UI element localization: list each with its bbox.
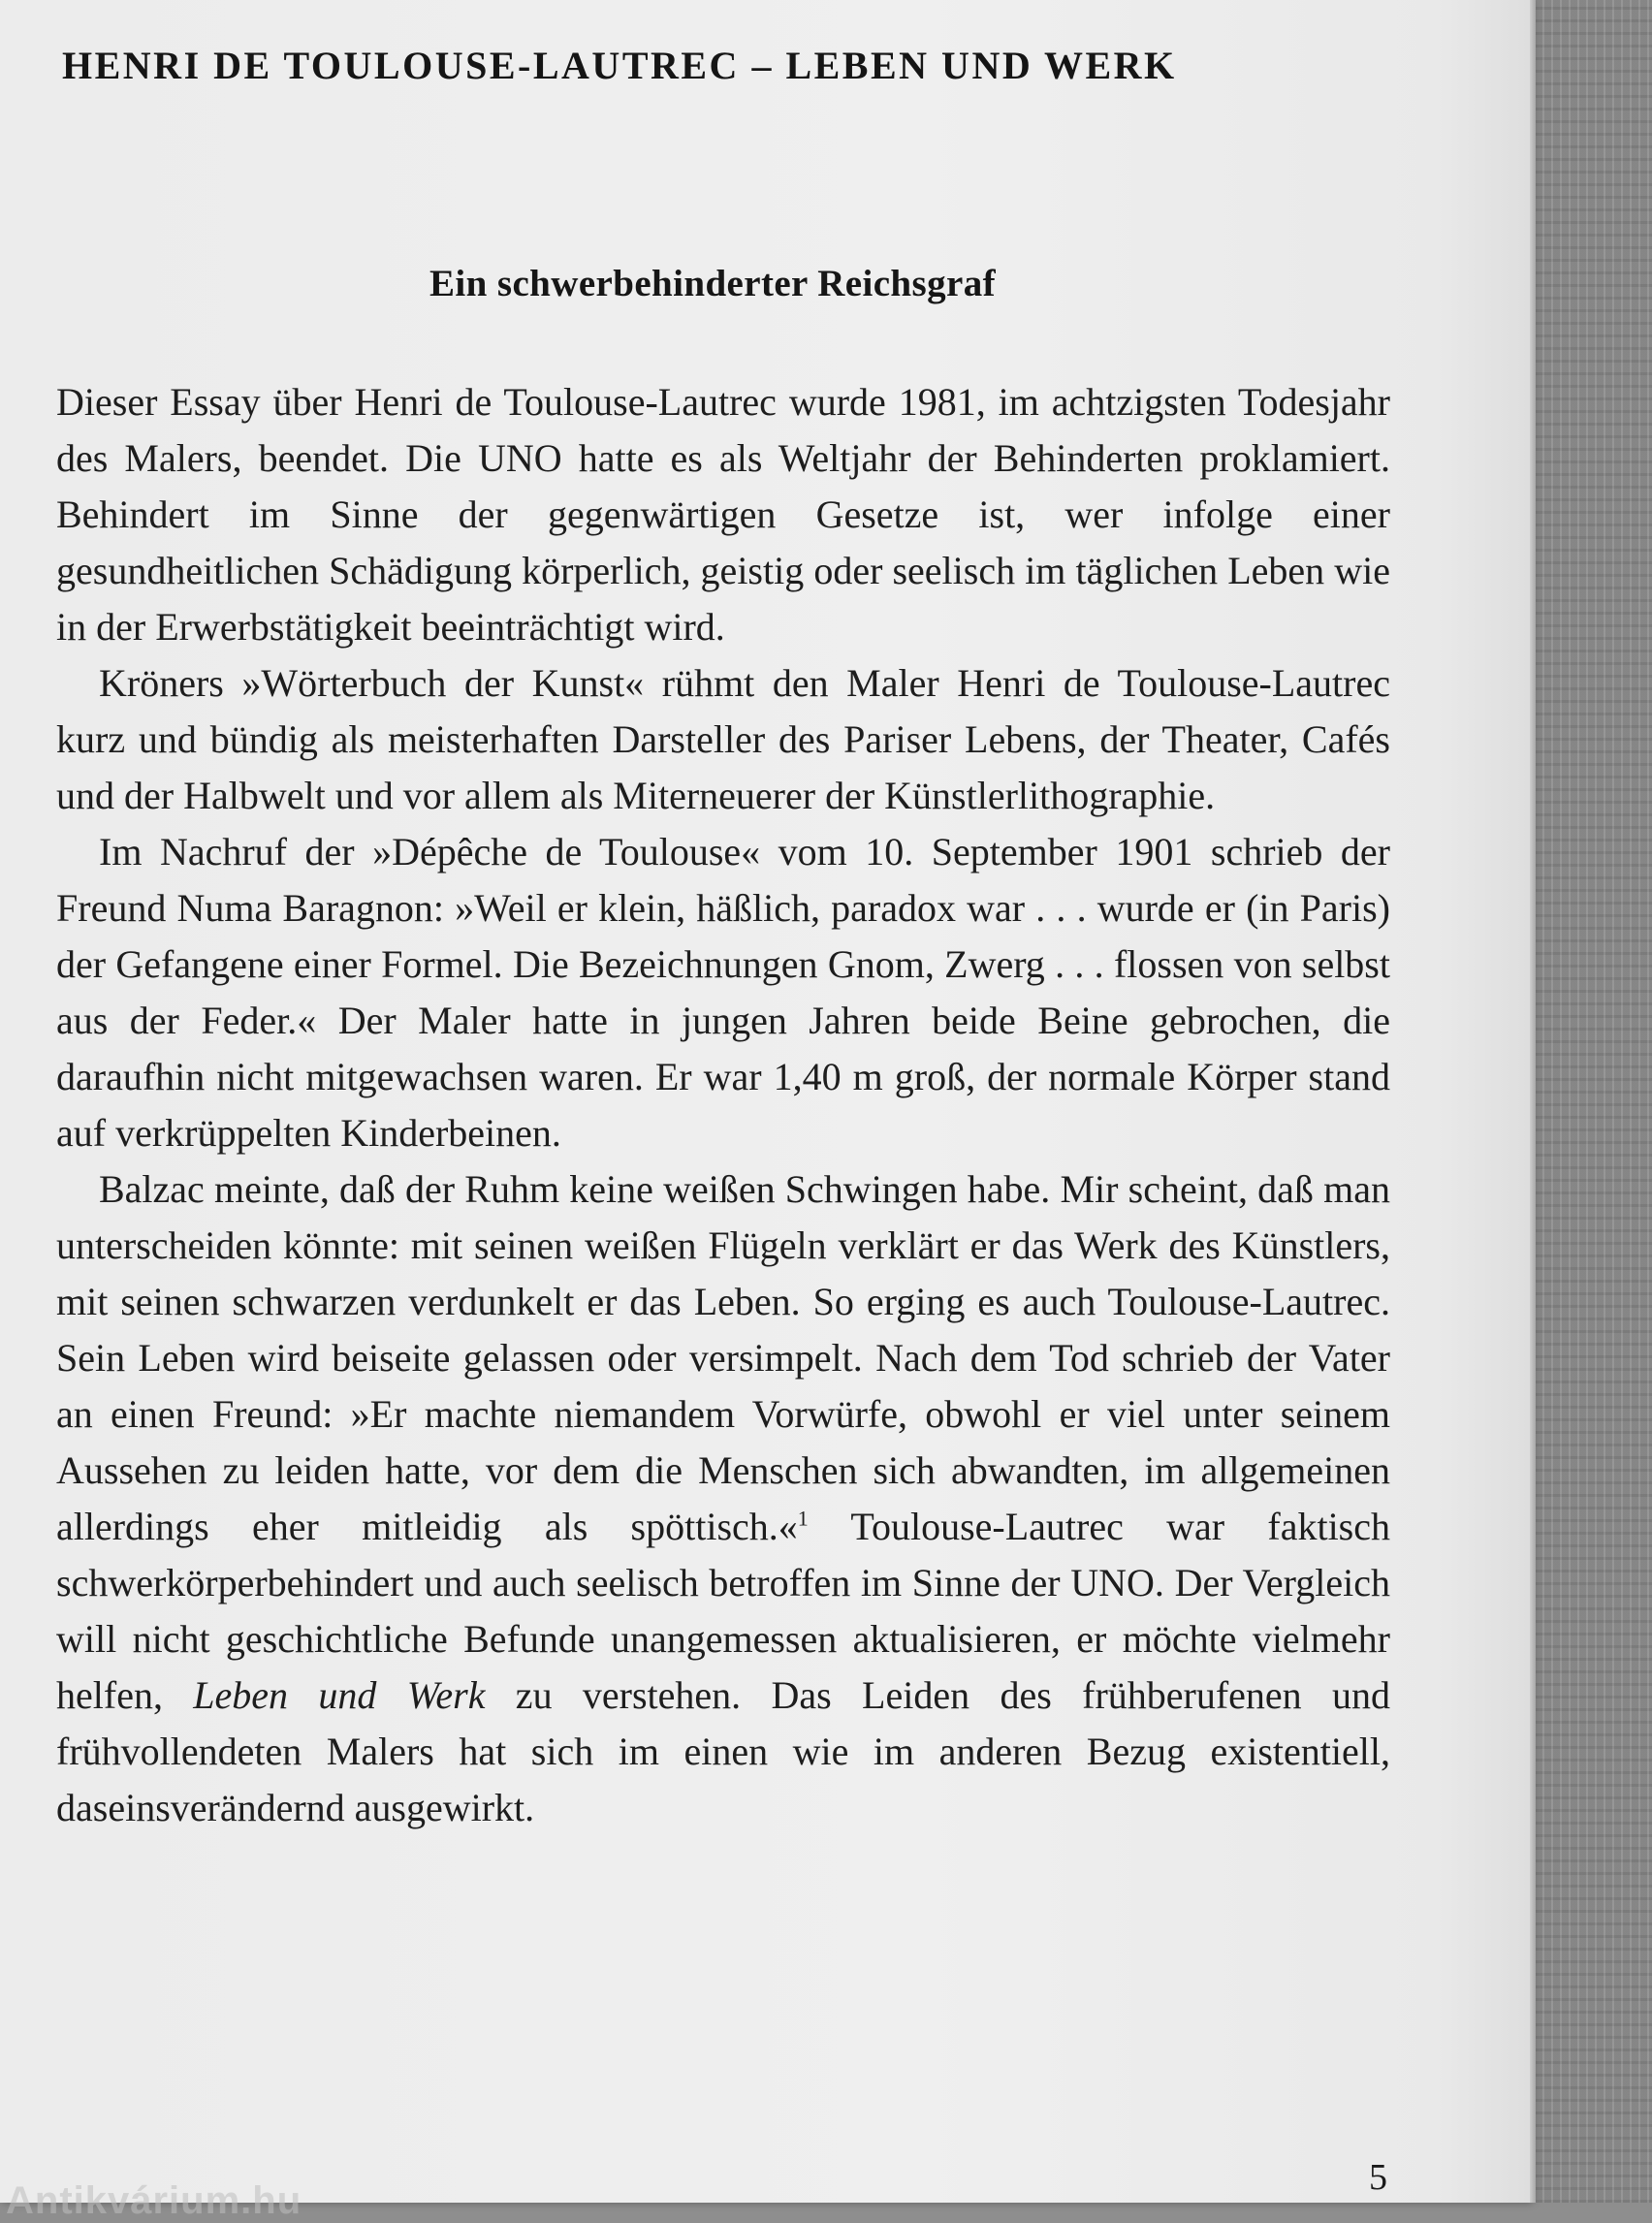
background-surface — [1516, 0, 1652, 2203]
italic-phrase: Leben und Werk — [193, 1673, 486, 1717]
paragraph-1: Dieser Essay über Henri de Toulouse-Lautrec wurde 1981, im achtzigsten Todesjahr des Malers, beendet. Die UNO hatte es als Weltjahr der Behinderten proklamiert. Behindert im Sinne der gegenwärtigen Gesetze ist, wer infolge einer gesundheitlichen Schädigung körperlich, geistig oder seelisch im täglichen Leben wie in der Erwerbstätigkeit beeinträchtigt wird. — [56, 380, 1390, 649]
page-edge — [1530, 0, 1536, 2203]
section-title: Ein schwerbehinderter Reichsgraf — [429, 263, 996, 304]
running-head: HENRI DE TOULOUSE-LAUTREC – LEBEN UND WERK — [62, 44, 1177, 87]
body-text — [56, 374, 1390, 1836]
paragraph-4 — [56, 1161, 1390, 1836]
paragraph-3: Im Nachruf der »Dépêche de Toulouse« vom 10. September 1901 schrieb der Freund Numa Baragnon: »Weil er klein, häßlich, paradox war . . . wurde er (in Paris) der Gefangene einer Formel. Die Bezeichnungen Gnom, Zwerg . . . flossen von selbst aus der Feder.« Der Maler hatte in jungen Jahren beide Beine gebrochen, die daraufhin nicht mitgewachsen waren. Er war 1,40 m groß, der normale Körper stand auf verkrüppelten Kinderbeinen. — [56, 830, 1390, 1155]
paragraph-4-part-a: Balzac meinte, daß der Ruhm keine weißen Schwingen habe. Mir scheint, daß man unterscheiden könnte: mit seinen weißen Flügeln verklärt er das Werk des Künstlers, mit seinen schwarzen verdunkelt er das Leben. So erging es auch Toulouse-Lautrec. Sein Leben wird beiseite gelassen oder versimpelt. Nach dem Tod schrieb der Vater an einen Freund: »Er machte niemandem Vorwürfe, obwohl er viel unter seinem Aussehen zu leiden hatte, vor dem die Menschen sich abwandten, im allgemeinen allerdings eher mitleidig als spöttisch.« — [56, 1167, 1390, 1548]
paragraph-4-part-b: Toulouse-Lautrec war faktisch schwerkörperbehindert und auch seelisch betroffen im Sinne der UNO. Der Vergleich will nicht geschichtliche Befunde unangemessen aktualisieren, er möchte vielmehr helfen, — [56, 1505, 1391, 1717]
paragraph-4-part-c: zu verstehen. Das Leiden des frühberufenen und frühvollendeten Malers hat sich im einen wie im anderen Bezug existentiell, daseinsverändernd ausgewirkt. — [56, 1673, 1391, 1829]
footnote-reference[interactable]: 1 — [797, 1506, 809, 1531]
watermark: Antikvárium.hu — [6, 2179, 302, 2222]
page-number: 5 — [1369, 2157, 1387, 2198]
paragraph-2: Kröners »Wörterbuch der Kunst« rühmt den Maler Henri de Toulouse-Lautrec kurz und bündig als meisterhaften Darsteller des Pariser Lebens, der Theater, Cafés und der Halbwelt und vor allem als Miterneuerer der Künstlerlithographie. — [56, 661, 1390, 817]
